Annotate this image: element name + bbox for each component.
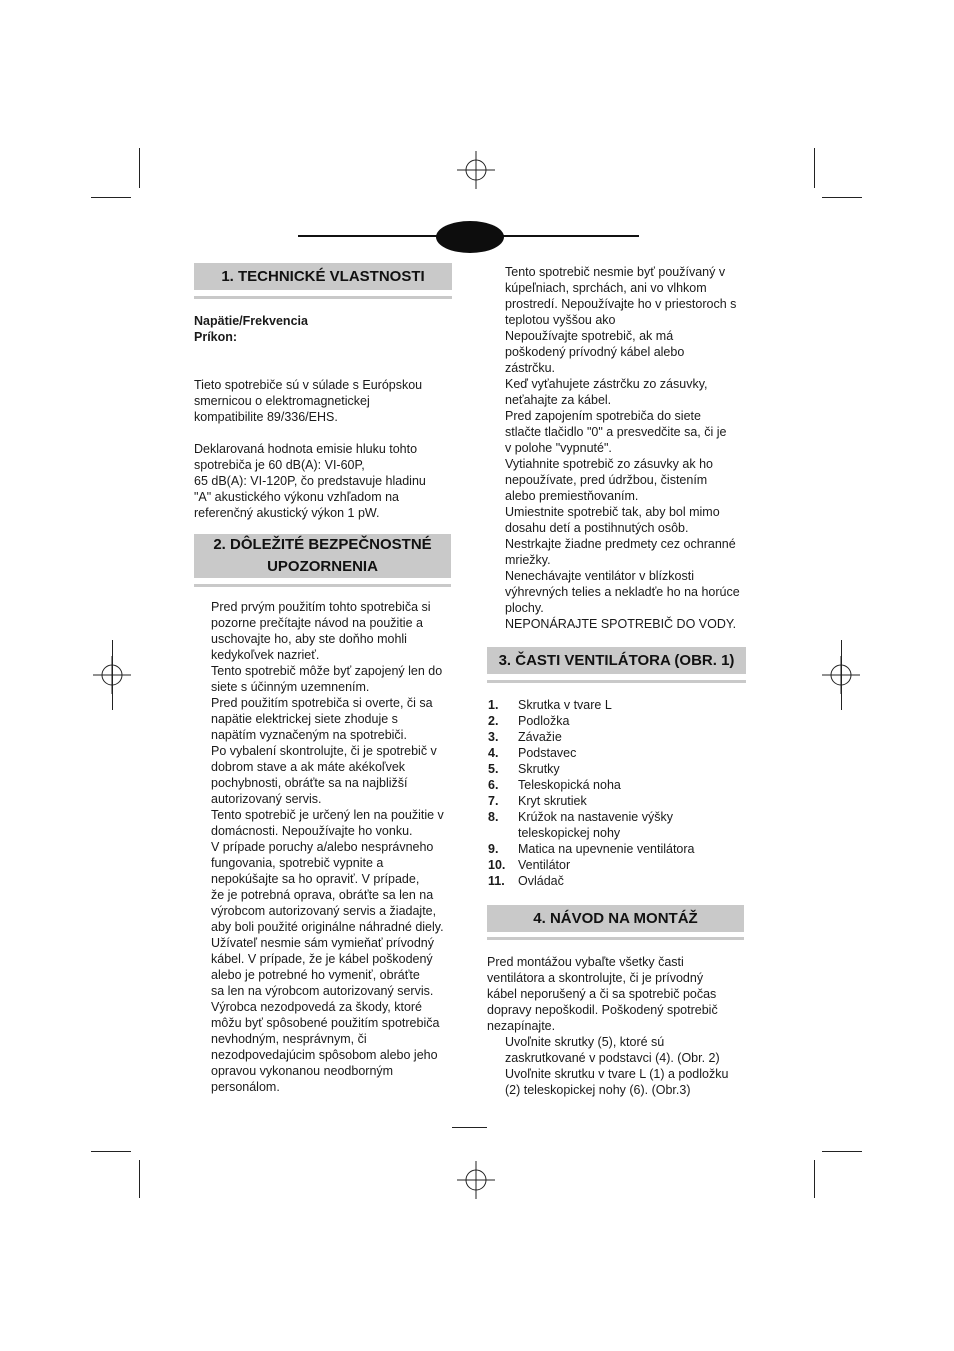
list-item [488,761,748,777]
section-heading-label: UPOZORNENIA [267,558,378,575]
section-heading-safety [194,534,451,578]
part-number: 9. [488,842,499,856]
heading-underline [487,937,744,940]
spec-label-voltage: Napätie/Frekvencia [194,314,308,328]
registration-mark-icon [457,151,495,189]
footer-rule [452,1127,487,1128]
section-heading-label: 4. NÁVOD NA MONTÁŽ [533,909,698,927]
list-item [488,745,748,761]
heading-underline [487,680,746,683]
list-item [488,841,748,857]
list-item [488,729,748,745]
assembly-intro: Pred montážou vybaľte všetky časti ventilátora a skontrolujte, či je prívodný kábel neporušený a či sa spotrebič počas dopravy nepoškodil. Poškodený spotrebič nezapínajte. [487,955,718,1033]
assembly-steps: Uvoľnite skrutky (5), ktoré sú zaskrutkované v podstavci (4). (Obr. 2) Uvoľnite skrutku v tvare L (1) a podložku (2) teleskopickej nohy (6). (Obr.3) [505,1035,729,1097]
part-number: 2. [488,714,499,728]
parts-list [488,697,748,889]
noise-paragraph: Deklarovaná hodnota emisie hluku tohto spotrebiča je 60 dB(A): VI-60P, 65 dB(A): VI-120P, čo predstavuje hladinu "A" akustického výkonu vzhľadom na referenčný akustický výkon 1 pW. [194,442,426,520]
part-label: Krúžok na nastavenie výšky teleskopickej nohy [518,810,673,840]
part-label: Ovládač [518,874,564,888]
crop-mark [814,1160,815,1198]
section-heading-label: 3. ČASTI VENTILÁTORA (OBR. 1) [498,651,735,669]
part-number: 7. [488,794,499,808]
compliance-paragraph: Tieto spotrebiče sú v súlade s Európskou smernicou o elektromagnetickej kompatibilite 89/336/EHS. [194,378,423,424]
part-number: 11. [488,874,505,888]
part-label: Kryt skrutiek [518,794,587,808]
crop-mark [91,197,131,198]
list-item [488,777,748,793]
part-number: 5. [488,762,499,776]
list-item [488,697,748,713]
registration-mark-icon [93,656,131,694]
crop-mark [139,1160,140,1198]
part-number: 4. [488,746,499,760]
list-item [488,793,748,809]
part-number: 3. [488,730,499,744]
part-label: Teleskopická noha [518,778,621,792]
section-heading-assembly [487,905,744,932]
crop-mark [822,197,862,198]
part-label: Podstavec [518,746,577,760]
section-heading-label: 2. DÔLEŽITÉ BEZPEČNOSTNÉ [213,536,432,553]
crop-mark [91,1151,131,1152]
part-number: 8. [488,810,499,824]
safety-text: Pred prvým použitím tohto spotrebiča si pozorne prečítajte návod na použitie a uschovajte ho, aby ste doňho mohli kedykoľvek nazrieť. Tento spotrebič môže byť zapojený len do siete s účinným uzemnením. Pred použitím spotrebiča si overte, či sa napätie elektrickej siete zhoduje s napätím vyznačeným na spotrebiči. Po vybalení skontrolujte, či je spotrebič v dobrom stave a ak máte akékoľvek pochybnosti, obráťte sa na najbližší autorizovaný servis. Tento spotrebič je určený len na použitie v domácnosti. Nepoužívajte ho vonku. V prípade poruchy a/alebo nesprávneho fungovania, spotrebič vypnite a nepokúšajte sa ho opraviť. V prípade, že je potrebná oprava, obráťte sa len na výrobcom autorizovaný servis a žiadajte, aby boli použité originálne náhradné diely. Užívateľ nesmie sám vymieňať prívodný kábel. V prípade, že je kábel poškodený alebo je potrebné ho vymeniť, obráťte sa len na výrobcom autorizovaný servis. Výrobca nezodpovedá za škody, ktoré môžu byť spôsobené použitím spotrebiča nevhodným, nesprávnym, či nezodpovedajúcim spôsobom alebo jeho opravou vykonanou neodborným personálom. [211,600,444,1094]
crop-mark [139,148,140,188]
list-item [488,713,748,729]
part-label: Matica na upevnenie ventilátora [518,842,695,856]
page-number-tab [436,221,504,253]
list-item [488,873,748,889]
section-heading-technical [194,263,452,290]
part-label: Podložka [518,714,570,728]
part-label: Skrutka v tvare L [518,698,612,712]
part-number: 6. [488,778,499,792]
section-heading-parts [487,647,746,674]
heading-underline [194,296,452,299]
crop-mark [822,1151,862,1152]
part-number: 1. [488,698,499,712]
safety-text-continued: Tento spotrebič nesmie byť používaný v kúpeľniach, sprchách, ani vo vlhkom prostredí. Nepoužívajte ho v priestoroch s teplotou vyššou ako Nepoužívajte spotrebič, ak má poškodený prívodný kábel alebo zástrčku. Keď vyťahujete zástrčku zo zásuvky, neťahajte za kábel. Pred zapojením spotrebiča do siete stlačte tlačidlo "0" a presvedčite sa, či je v polohe "vypnuté". Vytiahnite spotrebič zo zásuvky ak ho nepoužívate, pred údržbou, čistením alebo premiestňovaním. Umiestnite spotrebič tak, aby bol mimo dosahu detí a postihnutých osôb. Nestrkajte žiadne predmety cez ochranné mriežky. Nenechávajte ventilátor v blízkosti výhrevných telies a nekladťe ho na horúce plochy. NEPONÁRAJTE SPOTREBIČ DO VODY. [505,265,740,631]
list-item [488,809,748,841]
section-heading-label: 1. TECHNICKÉ VLASTNOSTI [221,267,425,285]
registration-mark-icon [822,656,860,694]
crop-mark [814,148,815,188]
part-label: Závažie [518,730,562,744]
part-label: Skrutky [518,762,560,776]
part-label: Ventilátor [518,858,571,872]
registration-mark-icon [457,1161,495,1199]
part-number: 10. [488,858,506,872]
spec-label-power: Príkon: [194,330,238,344]
list-item [488,857,748,873]
heading-underline [194,584,451,587]
